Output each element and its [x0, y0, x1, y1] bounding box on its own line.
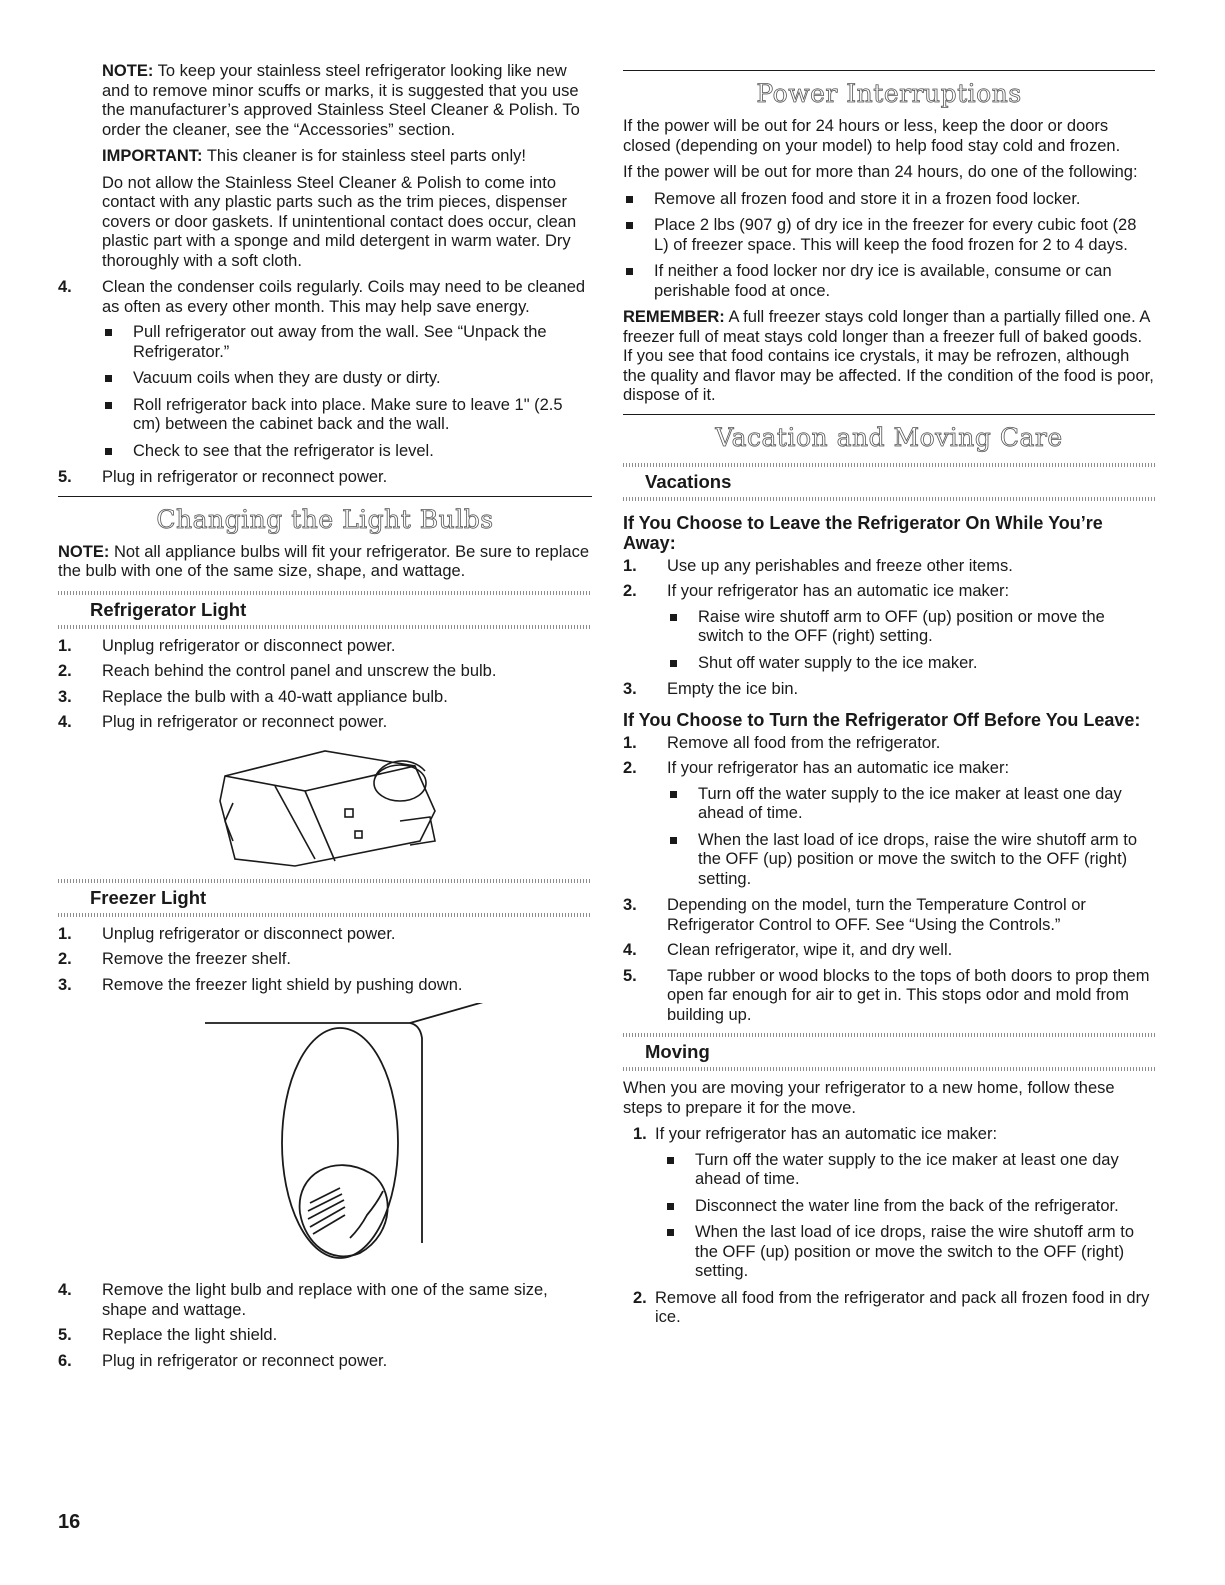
subhead-vacations [623, 461, 1155, 503]
turn-off-bullets [667, 785, 1155, 890]
bullet-square-icon [667, 1203, 674, 1210]
bullet-item [102, 369, 592, 389]
step-text: Remove all food from the refrigerator and pack all frozen food in dry ice. [655, 1288, 1150, 1326]
step-text: Remove the freezer shelf. [102, 950, 291, 968]
step-number: 5. [58, 468, 72, 486]
step-item [58, 637, 592, 657]
bullet-item [623, 190, 1155, 210]
turn-off-heading: If You Choose to Turn the Refrigerator Off Before You Leave: [623, 709, 1141, 730]
step-number: 4. [623, 941, 637, 959]
no-contact-paragraph: Do not allow the Stainless Steel Cleaner & Polish to come into contact with any plastic parts such as the trim pieces, dispenser covers or door gaskets. If unintentional contact does occur, clean plastic part with a sponge and mild detergent in warm water. Dry thoroughly with a soft cloth. [102, 173, 577, 270]
step-number: 5. [623, 966, 637, 985]
step-item [623, 734, 1155, 754]
step-text: Use up any perishables and freeze other items. [667, 556, 1013, 575]
bullet-square-icon [626, 222, 633, 229]
step-4-bullets [102, 323, 592, 461]
power-paragraph-2: If the power will be out for more than 24 hours, do one of the following: [623, 163, 1138, 181]
bullet-square-icon [105, 329, 112, 336]
bullet-square-icon [670, 660, 677, 667]
moving-bullets [655, 1151, 1155, 1282]
remember-label: REMEMBER: [623, 308, 725, 326]
bullet-item [667, 654, 1155, 674]
step-item [623, 896, 1155, 935]
step-text: Reach behind the control panel and unscrew the bulb. [102, 662, 497, 680]
note-text: Not all appliance bulbs will fit your refrigerator. Be sure to replace the bulb with one of the same size, shape, and wattage. [58, 542, 590, 580]
step-text: Plug in refrigerator or reconnect power. [102, 1351, 388, 1370]
step-number: 1. [623, 556, 637, 575]
bullet-item [655, 1223, 1155, 1282]
step-item [633, 1125, 1155, 1282]
step-number: 1. [58, 924, 72, 943]
step-number: 3. [623, 680, 637, 698]
bullet-item [667, 785, 1155, 824]
refrigerator-light-steps [58, 637, 592, 733]
note-label: NOTE: [102, 62, 154, 80]
bullet-text: Vacuum coils when they are dusty or dirty. [133, 369, 441, 387]
step-text: Replace the bulb with a 40-watt appliance bulb. [102, 687, 448, 706]
step-4 [58, 278, 592, 461]
note-label: NOTE: [58, 542, 110, 561]
step-number: 3. [58, 687, 72, 706]
bullet-text: If neither a food locker nor dry ice is available, consume or can perishable food at once. [654, 262, 1112, 300]
subhead-text: Freezer Light [90, 886, 207, 908]
important-text: This cleaner is for stainless steel parts only! [206, 147, 526, 165]
bullet-text: Turn off the water supply to the ice maker at least one day ahead of time. [695, 1150, 1119, 1188]
step-item [58, 662, 592, 682]
stainless-note [58, 62, 592, 140]
step-number: 2. [623, 759, 637, 777]
left-column [58, 62, 592, 1377]
step-item [58, 1326, 592, 1346]
section-title-power-interruptions: Power Interruptions [756, 79, 1022, 108]
bullet-square-icon [667, 1229, 674, 1236]
step-number: 5. [58, 1326, 72, 1344]
step-item [58, 713, 592, 733]
power-bullets [623, 190, 1155, 302]
bullet-item [655, 1151, 1155, 1190]
step-number: 2. [633, 1288, 647, 1307]
bullet-item [102, 442, 592, 462]
step-text: Unplug refrigerator or disconnect power. [102, 636, 396, 655]
step-item [58, 688, 592, 708]
step-item [623, 582, 1155, 673]
subhead-freezer-light [58, 877, 592, 919]
subhead-text: Moving [645, 1041, 710, 1062]
bullet-text: Turn off the water supply to the ice maker at least one day ahead of time. [698, 784, 1122, 822]
section-title-vacation-moving: Vacation and Moving Care [715, 422, 1063, 452]
step-text: Replace the light shield. [102, 1326, 278, 1344]
bullet-item [667, 831, 1155, 890]
bullet-text: Pull refrigerator out away from the wall. See “Unpack the Refrigerator.” [133, 323, 547, 361]
step-number: 3. [623, 896, 637, 914]
moving-steps [623, 1125, 1155, 1328]
step-number: 3. [58, 975, 72, 994]
bullet-square-icon [670, 837, 677, 844]
step-text: Clean the condenser coils regularly. Coils may need to be cleaned as often as every other month. This may help save energy. [102, 278, 586, 316]
step-number: 6. [58, 1351, 72, 1370]
bullet-text: When the last load of ice drops, raise the wire shutoff arm to the OFF (up) position or move the switch to the OFF (right) setting. [698, 830, 1137, 888]
bullet-square-icon [670, 614, 677, 621]
step-number: 4. [58, 713, 72, 731]
step-item [58, 976, 592, 996]
bullet-item [655, 1197, 1155, 1217]
bullet-text: Roll refrigerator back into place. Make sure to leave 1" (2.5 cm) between the cabinet back and the wall. [133, 395, 563, 433]
bullet-square-icon [670, 791, 677, 798]
section-divider [58, 496, 592, 497]
power-paragraph-1: If the power will be out for 24 hours or less, keep the door or doors closed (depending on your model) to help food stay cold and frozen. [623, 117, 1121, 155]
step-number: 2. [58, 662, 72, 680]
bullet-text: Check to see that the refrigerator is level. [133, 441, 434, 460]
step-text: Remove the light bulb and replace with one of the same size, shape and wattage. [102, 1281, 548, 1319]
remember-text: A full freezer stays cold longer than a partially filled one. A freezer full of meat stays cold longer than a freezer full of baked goods. If you see that food contains ice crystals, it may be refrozen, although the quality and flavor may be affected. If the condition of the food is poor, dispose of it. [623, 308, 1154, 404]
step-item [58, 925, 592, 945]
step-number: 1. [623, 733, 637, 752]
step-text: Remove the freezer light shield by pushing down. [102, 975, 463, 994]
bulbs-note [58, 543, 592, 582]
step-text: Empty the ice bin. [667, 680, 799, 698]
bullet-item [623, 262, 1155, 301]
step-text: Remove all food from the refrigerator. [667, 733, 941, 752]
leave-on-heading: If You Choose to Leave the Refrigerator On While You’re Away: [623, 512, 1103, 553]
right-column [623, 70, 1155, 1334]
bullet-text: Place 2 lbs (907 g) of dry ice in the freezer for every cubic foot (28 L) of freezer space. This will keep the food frozen for 2 to 4 days. [654, 216, 1137, 254]
subhead-text: Vacations [645, 470, 732, 492]
bullet-item [102, 323, 592, 362]
note-text: To keep your stainless steel refrigerator looking like new and to remove minor scuffs or marks, it is suggested that you use the manufacturer’s approved Stainless Steel Cleaner & Polish. To order the cleaner, see the “Accessories” section. [102, 62, 580, 139]
bullet-square-icon [105, 448, 112, 455]
step-item [58, 950, 592, 970]
bullet-square-icon [105, 375, 112, 382]
step-item [623, 941, 1155, 961]
step-text: Unplug refrigerator or disconnect power. [102, 924, 396, 943]
step-item [623, 967, 1155, 1026]
remember-paragraph [623, 308, 1155, 406]
subhead-refrigerator-light [58, 589, 592, 631]
cleaning-steps [58, 278, 592, 488]
bullet-square-icon [667, 1157, 674, 1164]
step-number: 1. [58, 636, 72, 655]
page-number: 16 [58, 1511, 81, 1533]
control-panel-bulb-illustration [205, 741, 445, 869]
step-text: Plug in refrigerator or reconnect power. [102, 468, 388, 486]
step-item [623, 680, 1155, 700]
bullet-item [667, 608, 1155, 647]
subhead-text: Refrigerator Light [90, 598, 247, 620]
leave-on-steps [623, 557, 1155, 700]
step-text: Plug in refrigerator or reconnect power. [102, 713, 388, 731]
step-number: 2. [623, 582, 637, 600]
bullet-square-icon [626, 268, 633, 275]
step-item [623, 759, 1155, 889]
freezer-light-shield-illustration [145, 1003, 505, 1273]
step-5 [58, 468, 592, 488]
step-number: 1. [633, 1125, 647, 1143]
bullet-text: Remove all frozen food and store it in a frozen food locker. [654, 189, 1081, 208]
turn-off-steps [623, 734, 1155, 1026]
step-text: Tape rubber or wood blocks to the tops of both doors to prop them open far enough for air to get in. This stops odor and mold from building up. [667, 966, 1150, 1024]
step-number: 2. [58, 950, 72, 968]
bullet-item [102, 396, 592, 435]
section-divider [623, 70, 1155, 71]
step-text: Depending on the model, turn the Temperature Control or Refrigerator Control to OFF. See “Using the Controls.” [667, 896, 1086, 934]
bullet-square-icon [626, 196, 633, 203]
bullet-item [623, 216, 1155, 255]
step-item [58, 1281, 592, 1320]
bullet-text: Raise wire shutoff arm to OFF (up) position or move the switch to the OFF (right) setting. [698, 607, 1105, 645]
step-text: Clean refrigerator, wipe it, and dry well. [667, 941, 953, 959]
section-title-light-bulbs: Changing the Light Bulbs [156, 504, 494, 534]
step-item [58, 1352, 592, 1372]
step-item [633, 1289, 1155, 1328]
leave-on-bullets [667, 608, 1155, 674]
bullet-text: Disconnect the water line from the back of the refrigerator. [695, 1196, 1119, 1215]
freezer-light-steps-second [58, 1281, 592, 1371]
step-item [623, 557, 1155, 577]
important-label: IMPORTANT: [102, 147, 203, 165]
important-note [58, 147, 592, 167]
step-text: If your refrigerator has an automatic ice maker: [655, 1125, 998, 1143]
subhead-moving [623, 1031, 1155, 1073]
step-number: 4. [58, 1281, 72, 1299]
bullet-square-icon [105, 402, 112, 409]
freezer-light-steps-first [58, 925, 592, 996]
step-text: If your refrigerator has an automatic ice maker: [667, 582, 1010, 600]
step-text: If your refrigerator has an automatic ice maker: [667, 759, 1010, 777]
step-number: 4. [58, 278, 72, 296]
section-divider [623, 414, 1155, 415]
bullet-text: Shut off water supply to the ice maker. [698, 653, 978, 672]
bullet-text: When the last load of ice drops, raise the wire shutoff arm to the OFF (up) position or move the switch to the OFF (right) setting. [695, 1223, 1134, 1280]
moving-intro: When you are moving your refrigerator to a new home, follow these steps to prepare it for the move. [623, 1079, 1115, 1117]
